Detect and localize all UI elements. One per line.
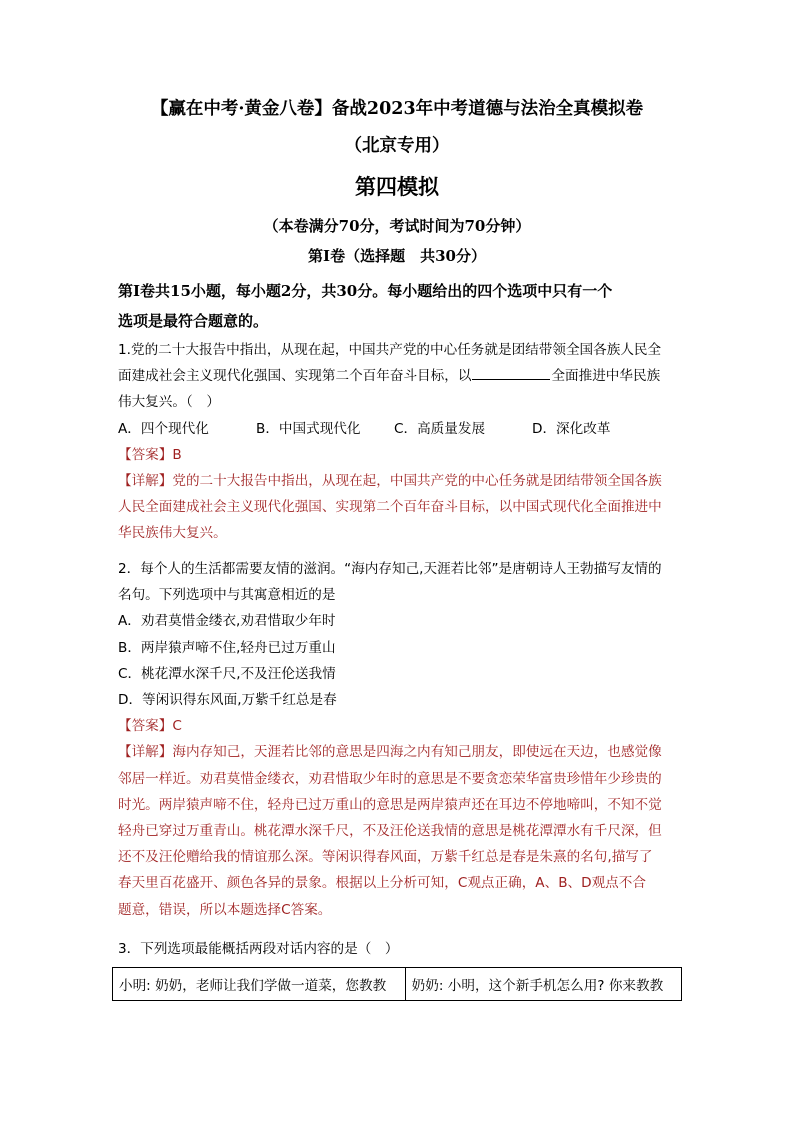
question-stem: 名句。下列选项中与其寓意相近的是	[118, 587, 336, 604]
analysis-line: 春天里百花盛开、颜色各异的景象。根据以上分析可知，C观点正确，A、B、D观点不合	[118, 875, 646, 892]
analysis-line: 【详解】海内存知己，天涯若比邻的意思是四海之内有知己朋友，即使远在天边，也感觉像	[118, 744, 662, 761]
question-stem: 2．每个人的生活都需要友情的滋润。“海内存知己,天涯若比邻”是唐朝诗人王勃描写友情的	[118, 561, 662, 577]
option-a: A．四个现代化	[118, 420, 209, 437]
dialogue-cell-right: 奶奶: 小明，这个新手机怎么用? 你来教教	[405, 968, 681, 1001]
question-stem: 1.党的二十大报告中指出，从现在起，中国共产党的中心任务就是团结带领全国各族人民全	[118, 342, 662, 358]
analysis-line: 人民全面建成社会主义现代化强国、实现第二个百年奋斗目标，以中国式现代化全面推进中	[118, 499, 662, 516]
analysis-line: 华民族伟大复兴。	[118, 525, 227, 542]
option-c: C．高质量发展	[394, 420, 486, 437]
analysis-line: 时光。两岸猿声啼不住，轻舟已过万重山的意思是两岸猿声还在耳边不停地啼叫，不知不觉	[118, 796, 662, 813]
analysis-line: 【详解】党的二十大报告中指出，从现在起，中国共产党的中心任务就是团结带领全国各族	[118, 473, 662, 490]
answer-blank	[472, 366, 550, 380]
option-d: D．等闲识得东风面,万紫千红总是春	[118, 692, 337, 709]
exam-title: 【赢在中考·黄金八卷】备战2023年中考道德与法治全真模拟卷	[150, 99, 644, 119]
answer-label: 【答案】C	[118, 718, 182, 735]
stem-text: 面建成社会主义现代化强国、实现第二个百年奋斗目标，以	[118, 368, 472, 385]
exam-subtitle: （北京专用）	[344, 136, 450, 156]
option-d: D．深化改革	[532, 420, 611, 437]
options-row	[118, 416, 678, 442]
question-1	[118, 337, 678, 547]
section-heading: 第I卷（选择题 共30分）	[308, 247, 486, 265]
dialogue-cell-left: 小明: 奶奶，老师让我们学做一道菜，您教教	[113, 968, 406, 1001]
analysis-line: 轻舟已穿过万重青山。桃花潭水深千尺，不及汪伦送我情的意思是桃花潭潭水有千尺深，但	[118, 823, 662, 840]
analysis-line: 还不及汪伦赠给我的情谊那么深。等闲识得春风面，万紫千红总是春是朱熹的名句,描写了	[118, 849, 653, 866]
exam-info: （本卷满分70分，考试时间为70分钟）	[263, 217, 531, 235]
dialogue-table	[112, 967, 682, 1001]
option-a: A．劝君莫惜金缕衣,劝君惜取少年时	[118, 613, 336, 630]
option-b: B．两岸猿声啼不住,轻舟已过万重山	[118, 639, 336, 656]
instruction-block	[118, 276, 678, 336]
instruction-line: 选项是最符合题意的。	[118, 312, 269, 330]
question-stem	[118, 363, 678, 389]
stem-text: 全面推进中华民族	[551, 368, 661, 385]
analysis-line: 邻居一样近。劝君莫惜金缕衣，劝君惜取少年时的意思是不要贪恋荣华富贵珍惜年少珍贵的	[118, 770, 662, 787]
question-2	[118, 556, 678, 923]
table-row	[113, 968, 682, 1001]
question-stem: 3．下列选项最能概括两段对话内容的是（ ）	[118, 941, 399, 957]
question-3	[118, 936, 678, 962]
instruction-line: 第I卷共15小题，每小题2分，共30分。每小题给出的四个选项中只有一个	[118, 282, 613, 300]
analysis-line: 题意，错误，所以本题选择C答案。	[118, 901, 332, 918]
option-c: C．桃花潭水深千尺,不及汪伦送我情	[118, 665, 336, 682]
question-stem: 伟大复兴。（ ）	[118, 394, 220, 411]
option-b: B．中国式现代化	[256, 420, 361, 437]
answer-label: 【答案】B	[118, 446, 182, 463]
paper-number: 第四模拟	[355, 174, 439, 199]
